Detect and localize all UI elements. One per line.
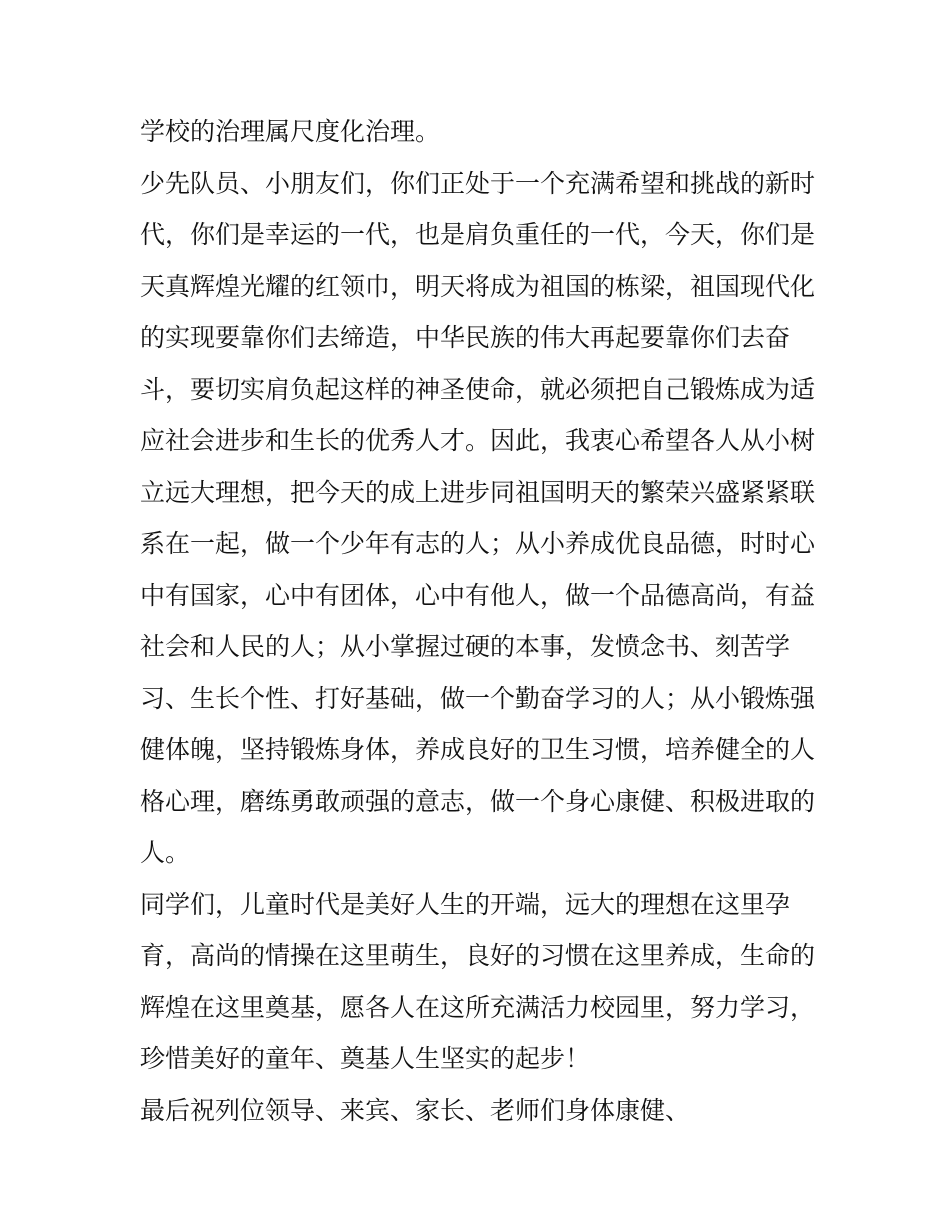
text-line: 健体魄，坚持锻炼身体，养成良好的卫生习惯，培养健全的人 xyxy=(140,735,816,764)
text-line: 斗，要切实肩负起这样的神圣使命，就必须把自己锻炼成为适 xyxy=(140,374,816,404)
text-line: 的实现要靠你们去缔造，中华民族的伟大再起要靠你们去奋 xyxy=(140,323,791,352)
text-line: 天真辉煌光耀的红领巾，明天将成为祖国的栋梁，祖国现代化 xyxy=(140,271,816,301)
text-line: 中有国家，心中有团体，心中有他人，做一个品德高尚，有益 xyxy=(140,580,816,610)
text-line: 少先队员、小朋友们，你们正处于一个充满希望和挑战的新时 xyxy=(140,168,816,198)
text-line: 代，你们是幸运的一代，也是肩负重任的一代，今天，你们是 xyxy=(140,220,816,249)
text-line: 立远大理想，把今天的成上进步同祖国明天的繁荣兴盛紧紧联 xyxy=(140,477,816,507)
text-line: 人。 xyxy=(140,838,191,867)
text-line: 同学们，儿童时代是美好人生的开端，远大的理想在这里孕 xyxy=(140,889,791,919)
text-line: 习、生长个性、打好基础，做一个勤奋学习的人；从小锻炼强 xyxy=(140,683,816,713)
text-line: 格心理，磨练勇敢顽强的意志，做一个身心康健、积极进取的 xyxy=(140,786,816,816)
text-line: 珍惜美好的童年、奠基人生坚实的起步！ xyxy=(140,1044,591,1073)
text-line: 辉煌在这里奠基，愿各人在这所充满活力校园里，努力学习， xyxy=(140,992,816,1022)
text-line: 最后祝列位领导、来宾、家长、老师们身体康健、 xyxy=(140,1095,691,1125)
text-line: 应社会进步和生长的优秀人才。因此，我衷心希望各人从小树 xyxy=(140,426,816,455)
text-line: 系在一起，做一个少年有志的人；从小养成优良品德，时时心 xyxy=(140,529,816,558)
body-text xyxy=(140,106,820,1136)
text-line: 社会和人民的人；从小掌握过硬的本事，发愤念书、刻苦学 xyxy=(140,632,791,661)
text-line: 学校的治理属尺度化治理。 xyxy=(140,117,441,146)
text-line: 育，高尚的情操在这里萌生，良好的习惯在这里养成，生命的 xyxy=(140,941,816,970)
